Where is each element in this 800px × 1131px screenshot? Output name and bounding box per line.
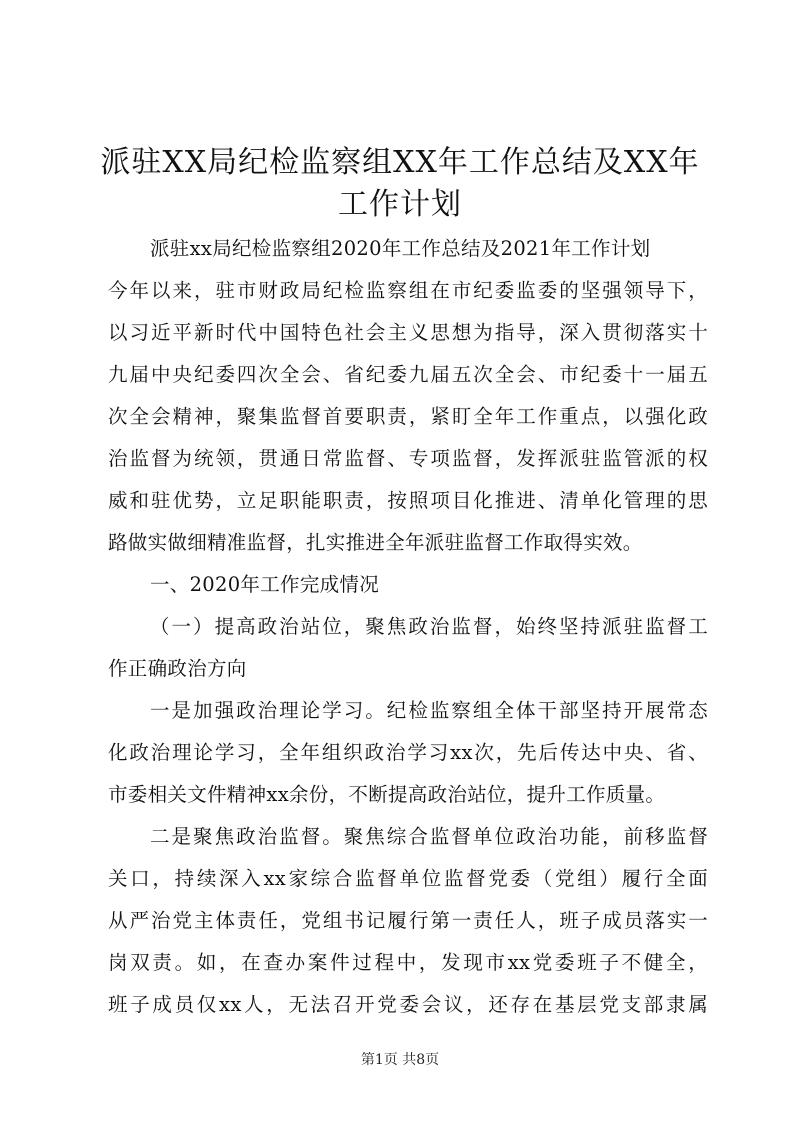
title-line-1: 派驻XX局纪检监察组XX年工作总结及XX年 [100, 145, 700, 180]
document-body [108, 228, 708, 1026]
title-line-2: 工作计划 [338, 187, 462, 222]
page-footer: 第1页 共8页 [360, 1052, 440, 1068]
body-line: 威和驻优势，立足职能职责，按照项目化推进、清单化管理的思 [108, 489, 708, 512]
body-line: 化政治理论学习，全年组织政治学习xx次，先后传达中央、省、 [108, 741, 708, 764]
body-line: 班子成员仅xx人，无法召开党委会议，还存在基层党支部隶属 [108, 993, 708, 1016]
body-line: 市委相关文件精神xx余份，不断提高政治站位，提升工作质量。 [108, 783, 666, 806]
body-line: 以习近平新时代中国特色社会主义思想为指导，深入贯彻落实十 [108, 321, 708, 344]
body-line: 路做实做细精准监督，扎实推进全年派驻监督工作取得实效。 [108, 531, 643, 554]
body-line: 从严治党主体责任，党组书记履行第一责任人，班子成员落实一 [108, 909, 708, 932]
body-line: 治监督为统领，贯通日常监督、专项监督，发挥派驻监管派的权 [108, 447, 708, 470]
section-heading: 一、2020年工作完成情况 [150, 573, 380, 596]
subsection-heading: （一）提高政治站位，聚焦政治监督，始终坚持派驻监督工 [150, 615, 708, 638]
body-line: 一是加强政治理论学习。纪检监察组全体干部坚持开展常态 [150, 699, 708, 722]
body-line: 派驻xx局纪检监察组2020年工作总结及2021年工作计划 [150, 237, 651, 260]
body-line: 九届中央纪委四次全会、省纪委九届五次全会、市纪委十一届五 [108, 363, 708, 386]
body-line: 二是聚焦政治监督。聚焦综合监督单位政治功能，前移监督 [150, 825, 708, 848]
body-line: 今年以来，驻市财政局纪检监察组在市纪委监委的坚强领导下， [108, 279, 708, 302]
body-line: 岗双责。如，在查办案件过程中，发现市xx党委班子不健全， [108, 951, 708, 974]
body-line: 关口，持续深入xx家综合监督单位监督党委（党组）履行全面 [108, 867, 708, 890]
subsection-heading-cont: 作正确政治方向 [108, 657, 247, 680]
document-title [100, 142, 700, 226]
body-line: 次全会精神，聚集监督首要职责，紧盯全年工作重点，以强化政 [108, 405, 708, 428]
